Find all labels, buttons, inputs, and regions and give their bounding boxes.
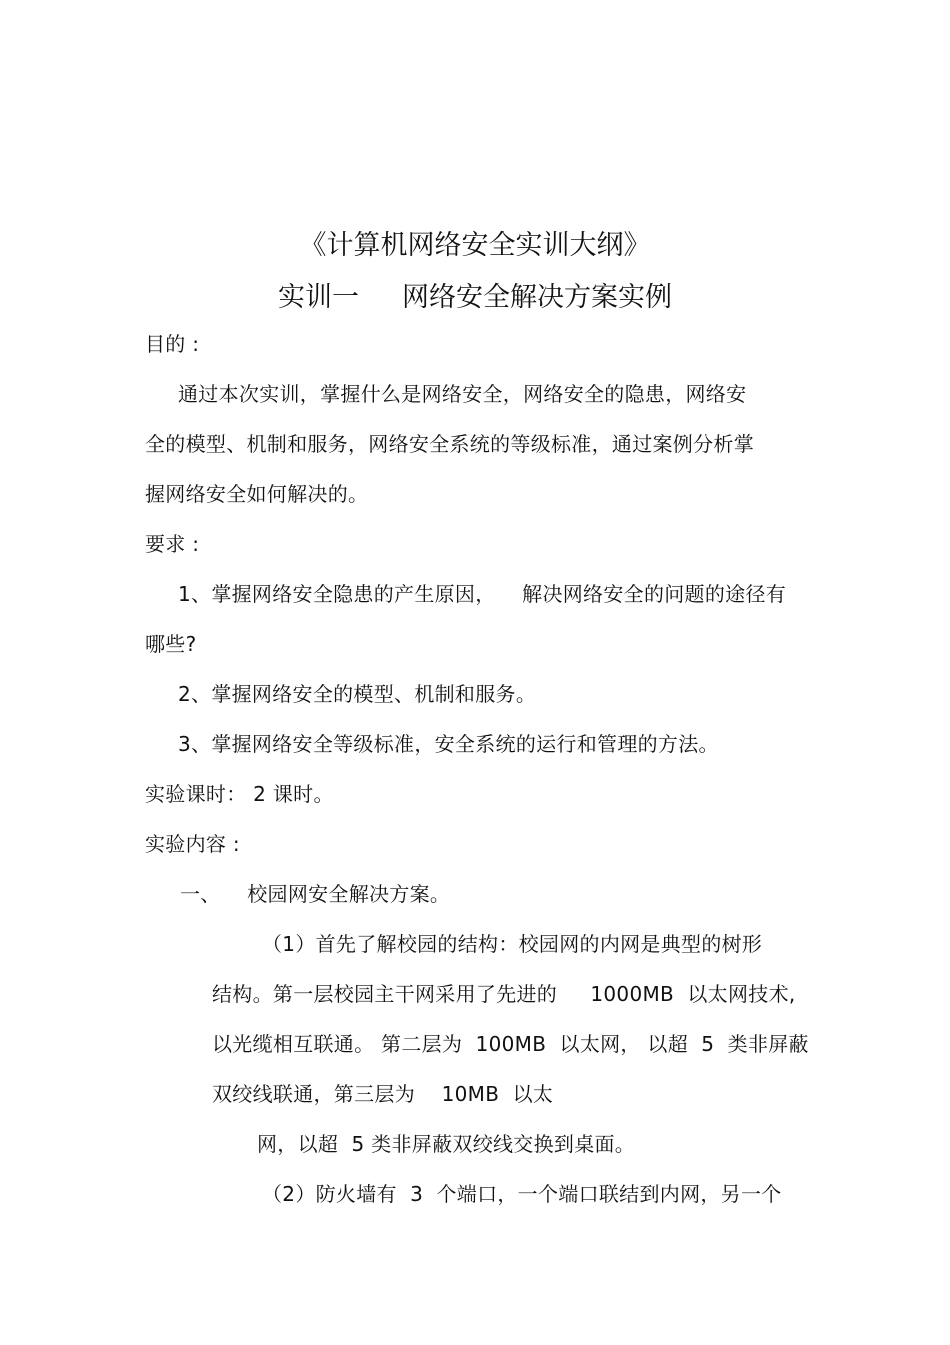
paragraph-line: 以光缆相互联通。 第二层为 100MB 以太网， 以超 5 类非屏蔽	[212, 1032, 809, 1056]
requirement-item: 3、掌握网络安全等级标准，安全系统的运行和管理的方法。	[178, 732, 719, 756]
purpose-line: 全的模型、机制和服务，网络安全系统的等级标准，通过案例分析掌	[145, 432, 754, 456]
paragraph-line: （1）首先了解校园的结构：校园网的内网是典型的树形	[262, 932, 763, 956]
purpose-line: 握网络安全如何解决的。	[145, 482, 369, 506]
section-heading: 一、 校园网安全解决方案。	[180, 882, 451, 906]
paragraph-line: 网，以超 5 类非屏蔽双绞线交换到桌面。	[257, 1132, 636, 1156]
lab-hours: 实验课时： 2 课时。	[145, 782, 334, 806]
requirement-item: 1、掌握网络安全隐患的产生原因， 解决网络安全的问题的途径有	[178, 582, 787, 606]
content-heading: 实验内容 :	[145, 832, 240, 856]
paragraph-line: （2）防火墙有 3 个端口，一个端口联结到内网，另一个	[262, 1182, 782, 1206]
requirement-item: 哪些?	[145, 632, 197, 656]
paragraph-line: 双绞线联通，第三层为 10MB 以太	[212, 1082, 554, 1106]
document-title: 《计算机网络安全实训大纲》	[299, 230, 651, 261]
requirement-item: 2、掌握网络安全的模型、机制和服务。	[178, 682, 537, 706]
requirements-heading: 要求 :	[145, 532, 200, 556]
paragraph-line: 结构。第一层校园主干网采用了先进的 1000MB 以太网技术,	[212, 982, 796, 1006]
purpose-line: 通过本次实训，掌握什么是网络安全，网络安全的隐患，网络安	[178, 382, 747, 406]
purpose-heading: 目的 :	[145, 332, 200, 356]
document-subtitle: 实训一 网络安全解决方案实例	[278, 282, 672, 313]
